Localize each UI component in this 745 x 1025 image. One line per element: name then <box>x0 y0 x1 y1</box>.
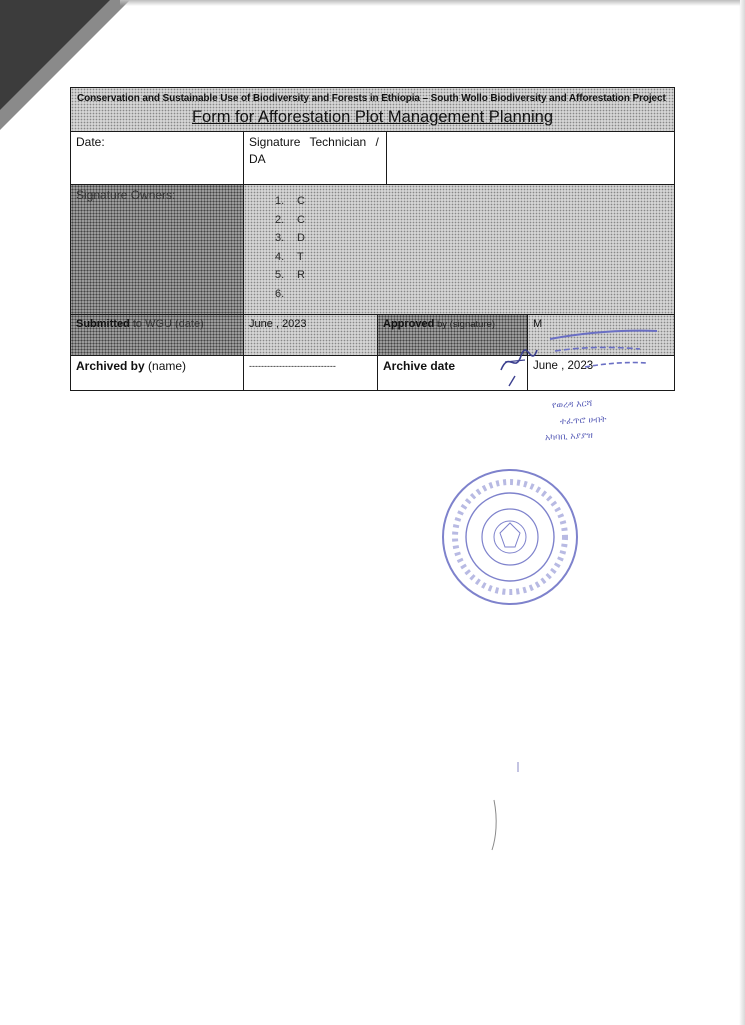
submitted-label-bold: Submitted <box>76 318 130 330</box>
date-label: Date: <box>76 135 105 149</box>
date-cell <box>71 132 244 184</box>
stamp-note-line2: ተፈጥሮ ሀብት <box>559 414 607 428</box>
archived-by-value: ----------------------------- <box>249 361 336 371</box>
round-office-seal <box>440 467 580 607</box>
archive-date-value: June , 2023 <box>533 360 594 372</box>
submitted-date-cell[interactable] <box>244 315 378 355</box>
archived-by-value-cell[interactable] <box>244 356 378 390</box>
owner-item: 4. T <box>275 250 304 263</box>
date-signature-row <box>71 132 674 185</box>
form-header <box>71 88 674 132</box>
scan-edge-shadow <box>120 0 740 6</box>
approved-signature-value: M <box>533 318 543 330</box>
signature-owners-label: Signature Owners: <box>76 188 176 202</box>
project-name: Conservation and Sustainable Use of Biodiversity and Forests in Ethiopia – South Wollo Biodiversity and Afforestation Project <box>77 93 666 104</box>
stamp-note-line1: የወረዳ እርሻ <box>551 398 593 412</box>
archived-by-label-bold: Archived by <box>76 359 145 373</box>
stamp-note-line3: አካባቢ አያያዝ <box>544 430 594 444</box>
signature-technician-label: Signature Technician / DA <box>249 135 379 166</box>
owner-item: 5. R <box>275 269 305 281</box>
archived-by-label-rest: (name) <box>144 359 187 373</box>
archived-by-label-cell <box>71 356 244 390</box>
owner-item: 2. C <box>275 213 305 226</box>
owner-item: 3. D <box>275 232 305 244</box>
form-title: Form for Afforestation Plot Management Planning <box>191 108 554 126</box>
signature-owners-row <box>71 185 674 315</box>
approved-label-bold: Approved <box>383 318 435 330</box>
owner-item: 1. C <box>275 195 305 207</box>
signature-technician-cell <box>244 132 387 184</box>
owners-list-cell <box>244 185 674 314</box>
owners-list <box>249 188 669 303</box>
signature-owners-label-cell <box>71 185 244 314</box>
technician-signature-field[interactable] <box>387 132 674 184</box>
approved-label-rest: by (signature) <box>434 319 496 330</box>
scan-artifacts <box>488 760 528 860</box>
submitted-date-value: June , 2023 <box>249 318 307 330</box>
archive-date-label: Archive date <box>383 359 456 373</box>
approval-stamp-ink <box>545 325 675 385</box>
scan-edge-right <box>739 0 745 1025</box>
submitted-label-cell <box>71 315 244 355</box>
owner-item: 6. <box>275 287 285 300</box>
submitted-label-rest: to WGU (date) <box>129 318 204 330</box>
